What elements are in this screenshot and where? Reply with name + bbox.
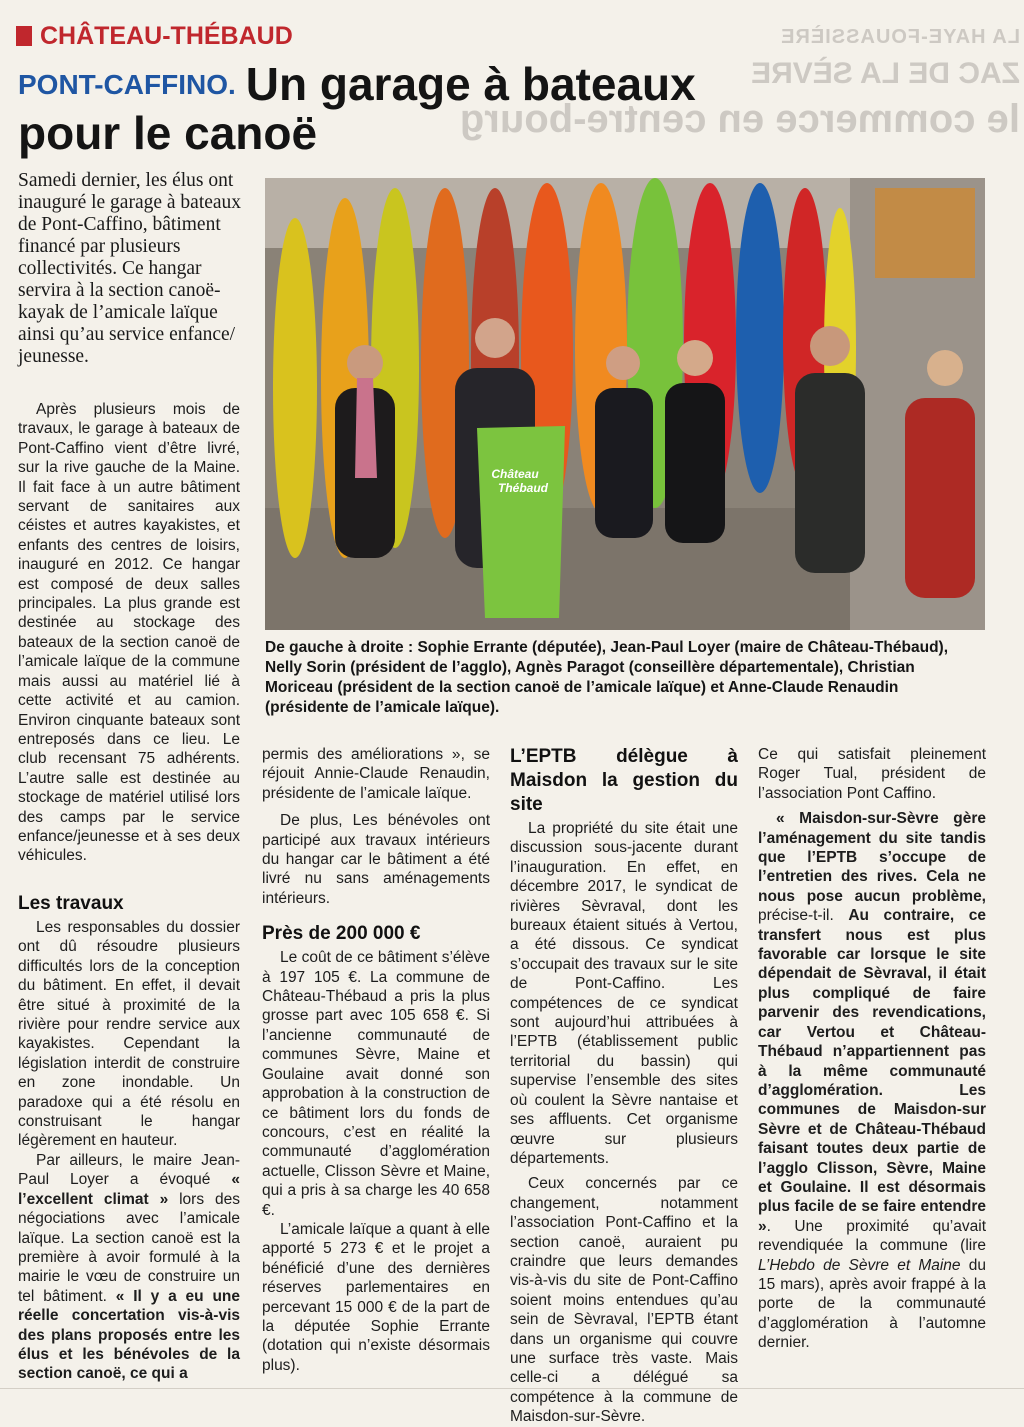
p3-part-c: lors des négociations avec l’amicale laïque. La section canoë est la première à avoir formulé à la mairie le vœu de construire un tel bâtiment.	[18, 1190, 240, 1305]
c4-quote-1: « Maisdon-sur-Sèvre gère l’aménagement du site tandis que l’EPTB s’occupe de l’entretien des rives. Cela ne nous pose aucun problème,	[758, 810, 986, 905]
body-paragraph-1: Après plusieurs mois de travaux, le garage à bateaux de Pont-Caffino vient d’être livré, sur la rive gauche de la Maine. Il fait face à un autre bâtiment servant de sanitaires aux céistes et autres kayakistes, et enfants des centres de loisirs, inauguré en 2012. Ce hangar est composé de deux salles principales. La plus grande est destinée au stockage des bateaux de la section canoë de l’amicale laïque de la commune mais aussi au matériel lié à cette activité et au camion. Environ cinquante bateaux sont entreposés dans ce lieu. Le club recensant 75 adhérents. L’autre salle est destinée au stockage de matériel utilisé lors des camps par le service enfance/jeunesse et à ses deux véhicules.	[18, 401, 240, 865]
c2-paragraph-4: L’amicale laïque a quant à elle apporté 5 273 € et le projet a bénéficié d’une des dernières réserves parlementaires en percevant 15 000 € de la part de la députée Sophie Errante (dotation qui n’existe désormais plus).	[262, 1220, 490, 1374]
lectern-logo-text-2: Thébaud	[498, 481, 548, 495]
p3-part-a: Par ailleurs, le maire Jean-Paul Loyer a évoqué	[18, 1151, 240, 1189]
page-bottom-rule	[0, 1388, 1024, 1389]
photo-caption: De gauche à droite : Sophie Errante (députée), Jean-Paul Loyer (maire de Château-Thébaud), Nelly Sorin (président de l’agglo), Agnès Paragot (conseillère départementale), Christian Moriceau (président de la section canoë de l’amicale laïque) et Anne-Claude Renaudin (présidente de l’amicale laïque).	[265, 639, 948, 716]
section-name: CHÂTEAU-THÉBAUD	[40, 21, 293, 50]
c4-publication-title: L’Hebdo de Sèvre et Maine	[758, 1256, 961, 1274]
column-3	[510, 745, 738, 1427]
c4-tail-1: . Une proximité qu’avait revendiquée la commune (lire	[758, 1217, 986, 1255]
section-kicker	[16, 20, 293, 52]
headline-title: Un garage à bateaux pour le canoë	[18, 58, 696, 159]
c4-quote-2: Au contraire, ce transfert nous est plus favorable car lorsque le site dépendait de Sèvraval, il était plus compliqué de faire parvenir des revendications, car Vertou et Château-Thébaud n’appartiennent pas à la même communauté d’agglomération. Les communes de Maisdon-sur Sèvre et de Château-Thébaud faisant toutes deux partie de l’agglo Clisson, Sèvre, Maine et Goulaine. Il est désormais plus facile de se faire entendre »	[758, 907, 986, 1235]
section-square-icon	[16, 26, 32, 46]
c2-p1-quote: permis des améliorations »	[262, 746, 461, 763]
headline-location: PONT-CAFFINO.	[18, 69, 236, 100]
c3-paragraph-1: La propriété du site était une discussion sous-jacente durant l’inauguration. En effet, en décembre 2017, le syndicat de rivières Sèvraval, dont les bureaux étaient situés à Vertou, a été dissous. Ce syndicat s’occupait des travaux sur le site de Pont-Caffino. Les compétences de ce syndicat sont aujourd’hui attribuées à l’EPTB (établissement public territorial du bassin) qui supervise l’ensemble des sites où coulent la Sèvre nantaise et ses affluents. Cet organisme œuvre sur plusieurs départements.	[510, 820, 738, 1167]
column-1-top	[18, 400, 240, 866]
c3-paragraph-2: Ceux concernés par ce changement, notamment l’association Pont-Caffino et la section canoë, auraient pu craindre que leurs demandes vis-à-vis du site de Pont-Caffino soient moins entendues qu’au sein de Sèvraval, l’EPTB étant dans un organisme qui couvre une surface très vaste. Mais celle-ci a délégué sa compétence à la commune de Maisdon-sur-Sèvre.	[510, 1175, 738, 1426]
column-1-bottom	[18, 888, 240, 1384]
article-headline	[18, 60, 778, 157]
body-paragraph-2: Les responsables du dossier ont dû résoudre plusieurs difficultés lors de la conception du bâtiment. En effet, il devait être situé à proximité de la rivière pour rendre service aux kayakistes. Cependant la législation interdit de construire en zone inondable. Un paradoxe qui a été résolu en construisant le hangar légèrement en hauteur.	[18, 919, 240, 1150]
subhead-cout: Près de 200 000 €	[262, 923, 421, 945]
column-4	[758, 745, 986, 1353]
c2-paragraph-3: Le coût de ce bâtiment s’élève à 197 105 €. La commune de Château-Thébaud a pris la plus grosse part avec 105 658 €. Si l’ancienne communauté de communes Sèvre, Maine et Goulaine avait donné son approbation à la construction de ce bâtiment lors du fonds de concours, c’est en réalité la communauté d’agglomération actuelle, Clisson Sèvre et Maine, qui a pris à sa charge les 40 658 €.	[262, 949, 490, 1219]
body-paragraph-3	[18, 1151, 240, 1384]
subhead-travaux: Les travaux	[18, 893, 124, 914]
p3-quote-climat: « l’excellent climat »	[18, 1171, 240, 1208]
kayak-hangar-photo	[265, 178, 985, 630]
subhead-eptb: L’EPTB délègue à Maisdon la gestion du site	[510, 746, 738, 815]
column-2	[262, 745, 490, 1375]
c4-paragraph-1: Ce qui satisfait pleinement Roger Tual, président de l’association Pont Caffino.	[758, 746, 986, 802]
c2-paragraph-1	[262, 745, 490, 803]
bleed-line-3: le commerce en centre-bourg	[459, 97, 1020, 141]
lectern	[477, 426, 565, 618]
bleed-line-1: LA HAYE-FOUASSIÈRE	[780, 26, 1020, 48]
c4-attribution: précise-t-il.	[758, 907, 849, 925]
bleed-line-2: ZAC DE LA SÈVRE	[751, 57, 1020, 90]
wooden-stair	[875, 188, 975, 278]
article-photo	[265, 178, 985, 630]
c2-paragraph-2: De plus, Les bénévoles ont participé aux travaux intérieurs du hangar car le bâtiment a été livré nu sans aménagements intérieurs.	[262, 812, 490, 907]
c2-p1-rest: , se réjouit Annie-Claude Renaudin, présidente de l’amicale laïque.	[262, 746, 490, 802]
c4-tail-2: du 15 mars), après avoir frappé à la porte de la communauté d’agglomération à l’automne dernier.	[758, 1256, 986, 1352]
c4-paragraph-2	[758, 809, 986, 1352]
lectern-logo-text-1: Château	[491, 467, 539, 481]
p3-quote-concertation: « Il y a eu une réelle concertation vis-à-vis des plans proposés entre les élus et les bénévoles de la section canoë, ce qui a	[18, 1287, 240, 1383]
article-lede: Samedi dernier, les élus ont inauguré le garage à bateaux de Pont-Caffino, bâtiment financé par plusieurs collectivités. Ce hangar servira à la section canoë-kayak de l’amicale laïque ainsi qu’au service enfance/ jeunesse.	[18, 170, 242, 367]
